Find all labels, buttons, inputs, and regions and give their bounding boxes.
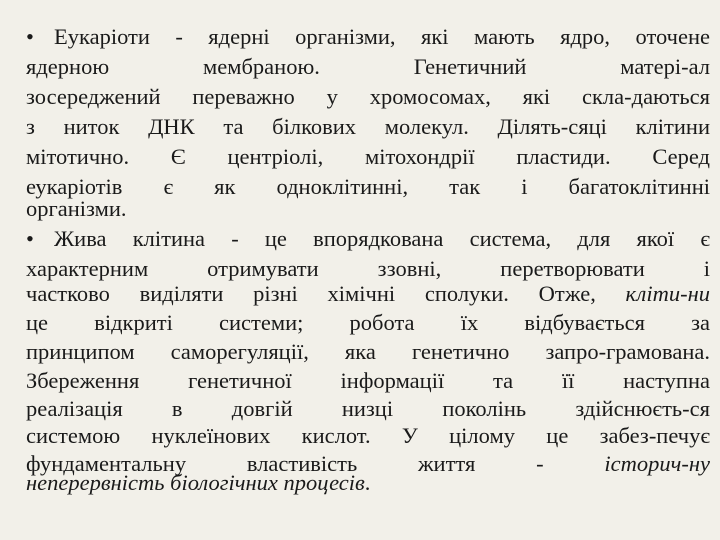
- bullet-icon: •: [26, 226, 34, 251]
- paragraph-2-line-6: Збереження генетичної інформації та її наступна: [26, 368, 710, 393]
- paragraph-2-line-4: це відкриті системи; робота їх відбувається за: [26, 310, 710, 335]
- paragraph-2-line-2: характерним отримувати ззовні, перетворювати і: [26, 256, 710, 281]
- paragraph-2-line-1: • Жива клітина - це впорядкована система, для якої є: [26, 224, 710, 254]
- paragraph-1-line-5: мітотично. Є центріолі, мітохондрії пластиди. Серед: [26, 144, 710, 169]
- paragraph-2-line-7: реалізація в довгій низці поколінь здійснюєть-ся: [26, 396, 710, 421]
- paragraph-2-line-8: системою нуклеїнових кислот. У цілому це забез-печує: [26, 423, 710, 448]
- paragraph-1-line-1: • Еукаріоти - ядерні організми, які мають ядро, оточене: [26, 22, 710, 52]
- paragraph-2-line-9: фундаментальну властивість життя - історич-ну: [26, 451, 710, 476]
- paragraph-1-line-3: зосереджений переважно у хромосомах, які скла-даються: [26, 84, 710, 109]
- paragraph-2-line-5: принципом саморегуляції, яка генетично запро-грамована.: [26, 339, 710, 364]
- paragraph-1-line-2: ядерною мембраною. Генетичний матері-ал: [26, 54, 710, 79]
- paragraph-1-line-7: організми.: [26, 196, 127, 221]
- paragraph-1-line-6: еукаріотів є як одноклітинні, так і багатоклітинні: [26, 174, 710, 199]
- paragraph-1-line-4: з ниток ДНК та білкових молекул. Ділять-сяці клітини: [26, 114, 710, 139]
- paragraph-2-line-3: частково виділяти різні хімічні сполуки. Отже, кліти-ни: [26, 281, 710, 306]
- paragraph-2-line-10: неперервність біологічних процесів.: [26, 470, 371, 495]
- bullet-icon: •: [26, 24, 34, 49]
